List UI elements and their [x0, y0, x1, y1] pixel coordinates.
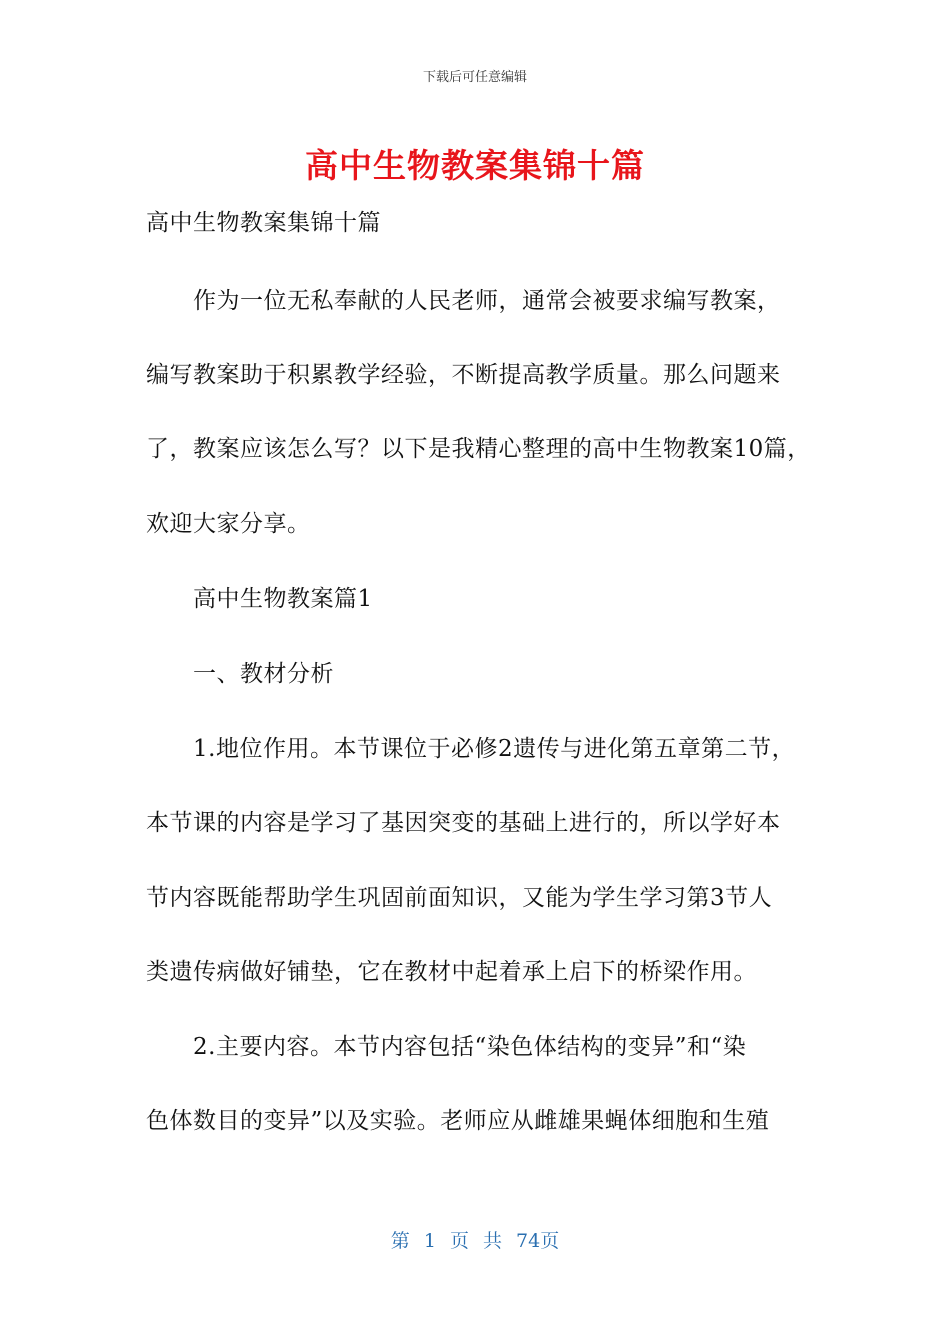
paragraph-line: 编写教案助于积累教学经验，不断提高教学质量。那么问题来 [146, 362, 781, 388]
paragraph-line: 类遗传病做好铺垫，它在教材中起着承上启下的桥梁作用。 [146, 959, 757, 985]
header-note: 下载后可任意编辑 [422, 70, 527, 85]
section-heading: 高中生物教案篇1 [193, 586, 373, 612]
document-title: 高中生物教案集锦十篇 [305, 146, 645, 185]
paragraph-line: 2.主要内容。本节内容包括“染色体结构的变异”和“染 [193, 1034, 747, 1060]
page-footer: 第 1 页 共 74页 [390, 1230, 560, 1252]
subtitle-line: 高中生物教案集锦十篇 [146, 210, 381, 236]
paragraph-line: 节内容既能帮助学生巩固前面知识，又能为学生学习第3节人 [146, 885, 773, 911]
paragraph-line: 作为一位无私奉献的人民老师，通常会被要求编写教案， [193, 288, 781, 314]
paragraph-line: 欢迎大家分享。 [146, 511, 311, 537]
paragraph-line: 1.地位作用。本节课位于必修2遗传与进化第五章第二节， [193, 736, 796, 762]
paragraph-line: 本节课的内容是学习了基因突变的基础上进行的，所以学好本 [146, 810, 781, 836]
section-heading: 一、教材分析 [193, 661, 334, 687]
paragraph-line: 色体数目的变异”以及实验。老师应从雌雄果蝇体细胞和生殖 [146, 1108, 770, 1134]
paragraph-line: 了，教案应该怎么写？以下是我精心整理的高中生物教案10篇， [146, 436, 811, 462]
